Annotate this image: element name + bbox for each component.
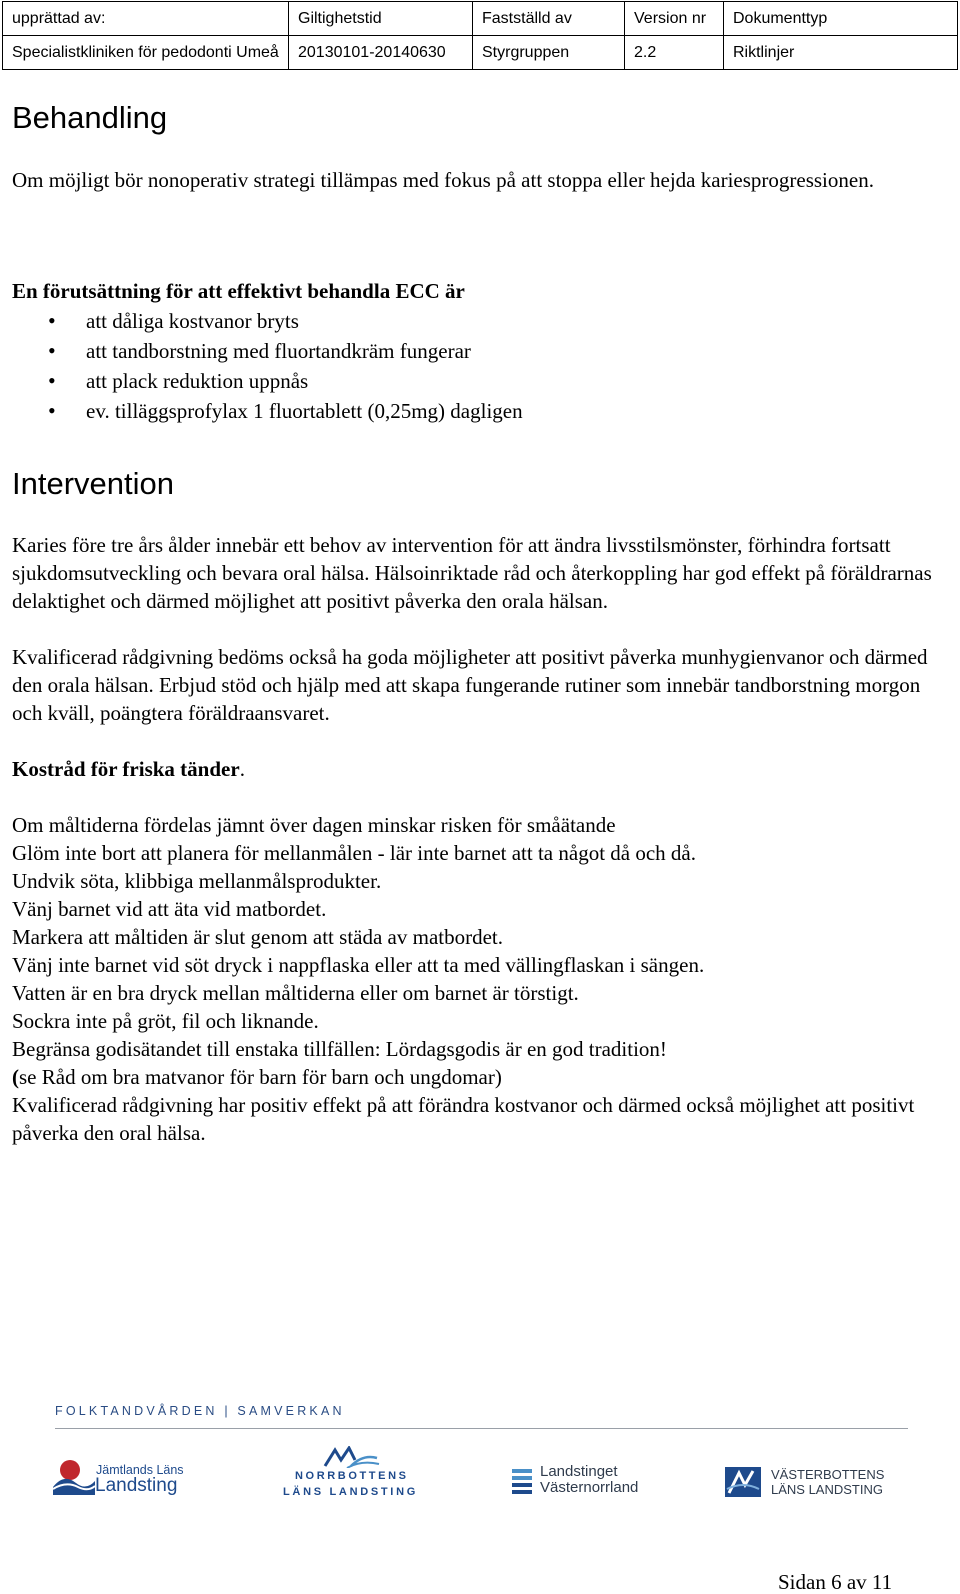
vasternorrland-emblem-icon [510, 1465, 534, 1499]
kostrad-heading-text: Kostråd för friska tänder [12, 757, 240, 781]
kostrad-list [12, 811, 704, 1091]
kostrad-heading-suffix: . [239, 757, 245, 781]
kostrad-line: Glöm inte bort att planera för mellanmålen - lär inte barnet att ta något då och då. [12, 841, 696, 865]
header-label-approved-by: Fastställd av [473, 2, 625, 36]
kostrad-line: Begränsa godisätandet till enstaka tillfällen: Lördagsgodis är en god tradition! [12, 1037, 667, 1061]
kostrad-line: Vänj inte barnet vid söt dryck i nappflaska eller att ta med vällingflaskan i sängen. [12, 953, 705, 977]
kostrad-heading [12, 755, 947, 783]
vasterbotten-emblem-icon [725, 1467, 761, 1497]
footer-divider [55, 1428, 908, 1429]
norrbotten-emblem-icon [321, 1446, 381, 1468]
vasterbotten-logo-line2: LÄNS LANDSTING [771, 1482, 883, 1497]
jamtland-logo-line2: Landsting [95, 1475, 178, 1496]
kostrad-line: Markera att måltiden är slut genom att städa av matbordet. [12, 925, 503, 949]
bullet-item: • att tandborstning med fluortandkräm fungerar [12, 336, 523, 366]
vasterbotten-landsting-logo [725, 1465, 895, 1501]
reference-text: se Råd om bra matvanor för barn för barn och ungdomar) [19, 1065, 502, 1089]
behandling-intro: Om möjligt bör nonoperativ strategi tillämpas med fokus på att stoppa eller hejda kariesprogressionen. [12, 168, 874, 192]
vasternorrland-logo-line2: Västernorrland [540, 1479, 639, 1496]
jamtland-logo-line1: Jämtlands Läns [96, 1463, 184, 1477]
vasterbotten-logo-line1: VÄSTERBOTTENS [771, 1467, 885, 1482]
vasternorrland-logo-line1: Landstinget [540, 1463, 618, 1480]
header-label-version: Version nr [625, 2, 724, 36]
bullet-item: • ev. tilläggsprofylax 1 fluortablett (0,25mg) dagligen [12, 396, 523, 426]
page-number: Sidan 6 av 11 [778, 1570, 893, 1594]
header-label-doctype: Dokumenttyp [724, 2, 958, 36]
kostrad-line: Vänj barnet vid att äta vid matbordet. [12, 897, 327, 921]
bullet-item: • att plack reduktion uppnås [12, 366, 523, 396]
header-value-validity: 20130101-20140630 [289, 36, 473, 70]
intervention-para-2: Kvalificerad rådgivning bedöms också ha goda möjligheter att positivt påverka munhygienvanor och därmed den orala hälsan. Erbjud stöd och hjälp med att skapa fungerande rutiner som innebär tandborstning morgon och kväll, poängtera föräldraansvaret. [12, 645, 928, 725]
norrbotten-logo-line2: LÄNS LANDSTING [283, 1486, 418, 1498]
document-header-table [2, 1, 958, 70]
heading-intervention: Intervention [12, 466, 174, 501]
header-value-version: 2.2 [625, 36, 724, 70]
ecc-bullet-list [12, 306, 523, 426]
kostrad-reference [12, 1063, 704, 1091]
ecc-list-heading: En förutsättning för att effektivt behandla ECC är [12, 279, 465, 303]
header-labels-row [3, 2, 958, 36]
kostrad-line: Sockra inte på gröt, fil och liknande. [12, 1009, 319, 1033]
kostrad-line: Undvik söta, klibbiga mellanmålsprodukter. [12, 869, 382, 893]
header-label-validity: Giltighetstid [289, 2, 473, 36]
jamtland-landsting-logo [52, 1455, 192, 1500]
norrbotten-landsting-logo [283, 1446, 423, 1504]
norrbotten-logo-line1: NORRBOTTENS [295, 1470, 409, 1482]
header-values-row [3, 36, 958, 70]
heading-behandling: Behandling [12, 100, 168, 135]
header-value-author: Specialistkliniken för pedodonti Umeå [3, 36, 289, 70]
header-label-author: upprättad av: [3, 2, 289, 36]
header-value-doctype: Riktlinjer [724, 36, 958, 70]
footer-brand: FOLKTANDVÅRDEN | SAMVERKAN [55, 1404, 345, 1418]
jamtland-emblem-icon [52, 1455, 96, 1497]
bullet-item: • att dåliga kostvanor bryts [12, 306, 523, 336]
kostrad-closing: Kvalificerad rådgivning har positiv effekt på att förändra kostvanor och därmed också möjlighet att positivt påverka den oral hälsa. [12, 1093, 915, 1145]
reference-open-paren: ( [12, 1065, 19, 1089]
intervention-para-1: Karies före tre års ålder innebär ett behov av intervention för att ändra livsstilsmönster, förhindra fortsatt sjukdomsutveckling och bevara oral hälsa. Hälsoinriktade råd och återkoppling har god effekt på föräldrarnas delaktighet och därmed möjlighet att positivt påverka den orala hälsan. [12, 533, 932, 613]
header-value-approved-by: Styrgruppen [473, 36, 625, 70]
kostrad-line: Om måltiderna fördelas jämnt över dagen minskar risken för småätande [12, 813, 616, 837]
vasternorrland-landsting-logo [510, 1463, 660, 1503]
kostrad-line: Vatten är en bra dryck mellan måltiderna eller om barnet är törstigt. [12, 981, 579, 1005]
